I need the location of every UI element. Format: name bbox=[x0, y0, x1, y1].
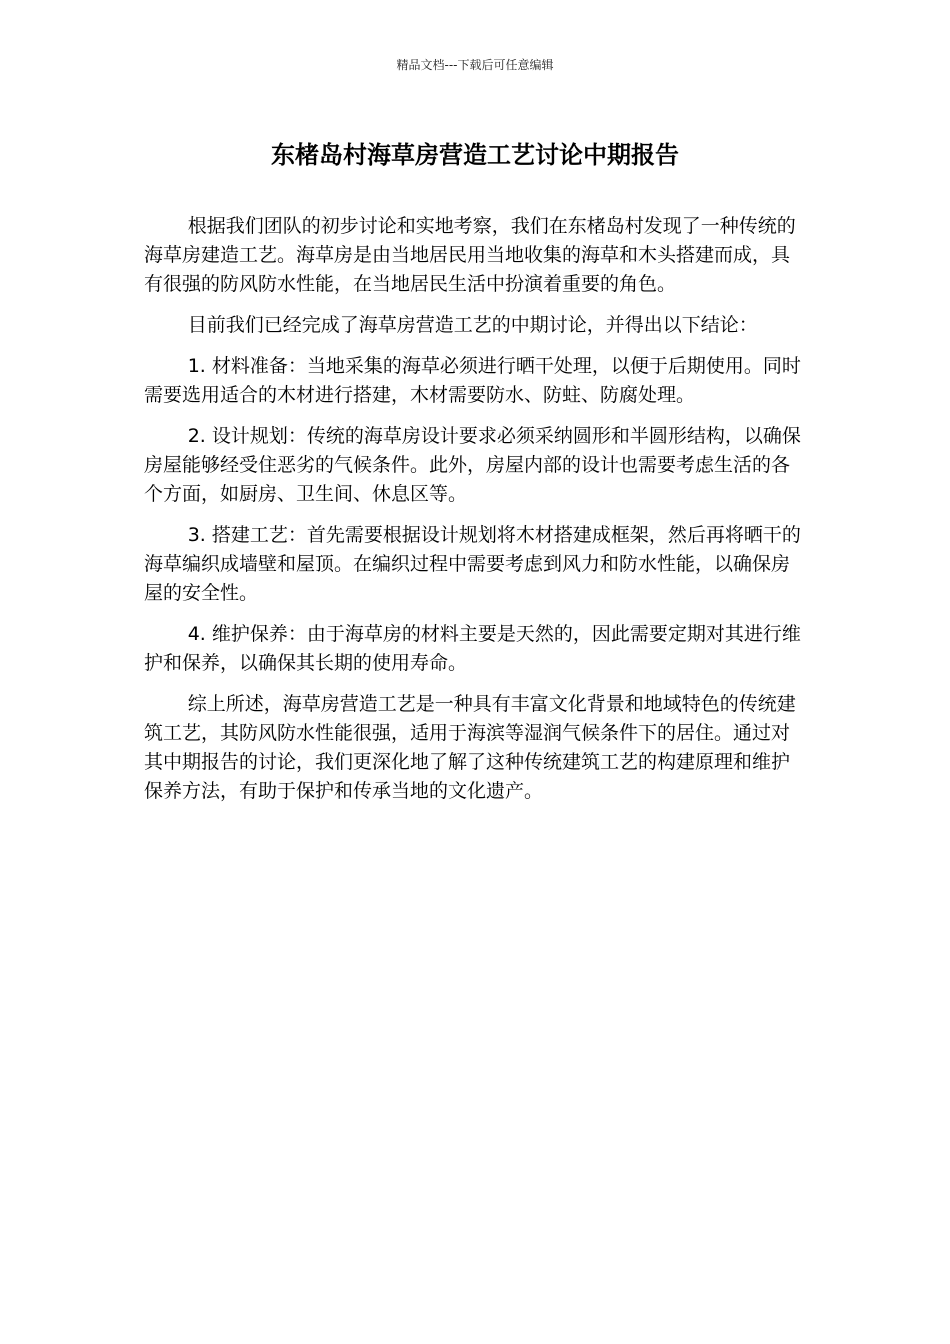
paragraph-item-materials: 1. 材料准备：当地采集的海草必须进行晒干处理，以便于后期使用。同时需要选用适合的木材进行搭建，木材需要防水、防蛀、防腐处理。 bbox=[144, 355, 801, 406]
paragraph-item-construction: 3. 搭建工艺：首先需要根据设计规划将木材搭建成框架，然后再将晒干的海草编织成墙壁和屋顶。在编织过程中需要考虑到风力和防水性能，以确保房屋的安全性。 bbox=[144, 524, 801, 604]
paragraph-conclusion-lead: 目前我们已经完成了海草房营造工艺的中期讨论，并得出以下结论： bbox=[187, 314, 758, 336]
paragraph-item-maintenance: 4. 维护保养：由于海草房的材料主要是天然的，因此需要定期对其进行维护和保养，以确保其长期的使用寿命。 bbox=[144, 623, 801, 674]
document-title: 东楮岛村海草房营造工艺讨论中期报告 bbox=[271, 141, 679, 169]
document-body bbox=[144, 212, 808, 818]
paragraph-item-design: 2. 设计规划：传统的海草房设计要求必须采纳圆形和半圆形结构，以确保房屋能够经受住恶劣的气候条件。此外，房屋内部的设计也需要考虑生活的各个方面，如厨房、卫生间、休息区等。 bbox=[144, 425, 801, 505]
paragraph-intro: 根据我们团队的初步讨论和实地考察，我们在东楮岛村发现了一种传统的海草房建造工艺。海草房是由当地居民用当地收集的海草和木头搭建而成，具有很强的防风防水性能，在当地居民生活中扮演着重要的角色。 bbox=[144, 215, 796, 295]
paragraph-summary: 综上所述，海草房营造工艺是一种具有丰富文化背景和地域特色的传统建筑工艺，其防风防水性能很强，适用于海滨等湿润气候条件下的居住。通过对其中期报告的讨论，我们更深化地了解了这种传统建筑工艺的构建原理和维护保养方法，有助于保护和传承当地的文化遗产。 bbox=[144, 693, 796, 802]
header-note: 精品文档---下载后可任意编辑 bbox=[396, 58, 554, 72]
